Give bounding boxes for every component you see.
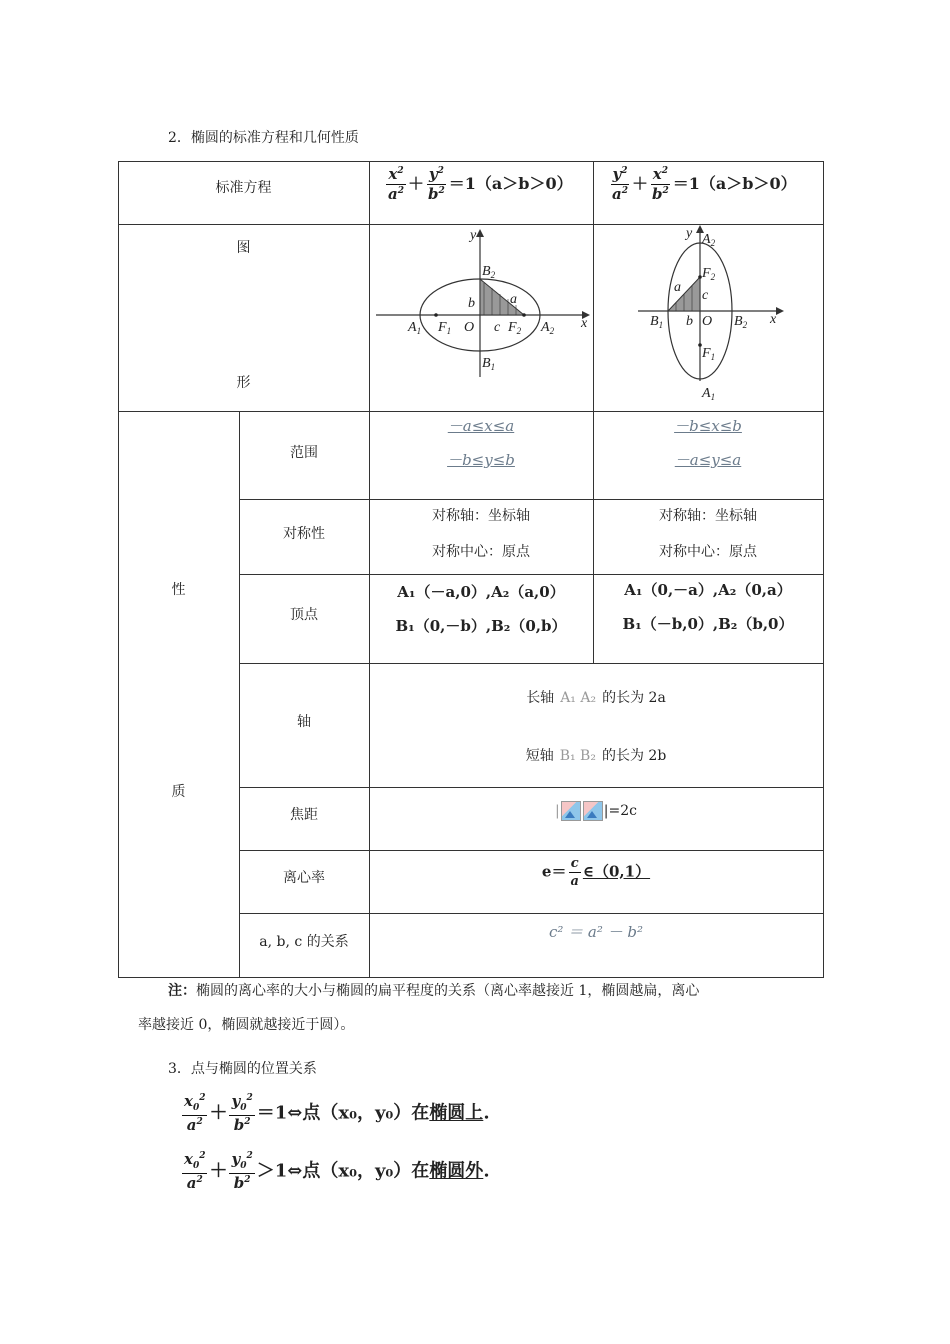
properties-label-bottom: 质 xyxy=(171,784,186,800)
note-paragraph: 注：椭圆的离心率的大小与椭圆的扁平程度的关系（离心率越接近 1，椭圆越扁，离心 率越接近 0，椭圆就越接近于圆）。 xyxy=(138,983,700,1033)
svg-text:F1: $F_1$ xyxy=(702,346,716,362)
figure-label-bottom: 形 xyxy=(236,375,251,391)
axis-label: 轴 xyxy=(297,714,311,730)
std-eq-vertical: $\frac{y^2}{a^2}$ ＋ $\frac{x^2}{b^2}$ ＝1（a＞b＞0） xyxy=(612,165,797,203)
svg-text:c: c xyxy=(494,320,501,335)
svg-text:A2: $A_2$ xyxy=(702,232,716,248)
section-2-heading: 2．椭圆的标准方程和几何性质 xyxy=(168,130,359,146)
svg-text:A1: $A_1$ xyxy=(408,320,422,336)
svg-text:F1: $F_1$ xyxy=(438,320,452,336)
svg-text:O: O xyxy=(464,320,475,335)
properties-label-top: 性 xyxy=(171,582,186,598)
horizontal-ellipse-figure xyxy=(376,227,590,409)
vertex-col2-line2: B₁（－b,0）,B₂（b,0） xyxy=(622,615,794,633)
missing-image-icon xyxy=(561,801,581,821)
svg-text:b: b xyxy=(468,296,475,311)
symmetry-center-col2: 对称中心：原点 xyxy=(659,544,757,560)
symmetry-axis-col2: 对称轴：坐标轴 xyxy=(659,508,757,524)
vertex-col2-line1: A₁（0,－a）,A₂（0,a） xyxy=(624,581,792,599)
section-3-heading: 3．点与椭圆的位置关系 xyxy=(168,1061,317,1077)
symmetry-axis-col1: 对称轴：坐标轴 xyxy=(432,508,530,524)
x-axis-label: x xyxy=(581,316,588,331)
point-outside-ellipse-formula: $\frac{x_0^2}{a^2}$ ＋ $\frac{y_0^2}{b^2}$ ＞1⇔点（x₀，y₀）在椭圆外. xyxy=(184,1150,490,1192)
range-label: 范围 xyxy=(290,445,318,461)
svg-text:A1: $A_1$ xyxy=(702,386,716,402)
relation-value: c² ＝ a² － b² xyxy=(548,923,644,941)
svg-text:y: y xyxy=(686,226,693,241)
vertex-col1-line2: B₁（0,－b）,B₂（0,b） xyxy=(395,617,567,635)
focal-value: | |=2c xyxy=(555,803,637,819)
long-axis-text: 长轴 A₁ A₂ 的长为 2a xyxy=(526,690,666,706)
svg-text:x: x xyxy=(770,312,777,327)
focal-label: 焦距 xyxy=(290,807,318,823)
missing-image-icon xyxy=(583,801,603,821)
relation-label: a, b, c 的关系 xyxy=(259,934,349,950)
short-axis-text: 短轴 B₁ B₂ 的长为 2b xyxy=(525,748,667,764)
symmetry-label: 对称性 xyxy=(283,526,325,542)
vertex-col1-line1: A₁（－a,0）,A₂（a,0） xyxy=(397,583,565,601)
range-col2-line2: －a≤y≤a xyxy=(674,451,742,469)
std-eq-label: 标准方程 xyxy=(215,180,272,196)
svg-text:F2: $F_2$ xyxy=(508,320,522,336)
svg-text:A2: $A_2$ xyxy=(541,320,555,336)
eccentricity-formula: e＝ $\frac{c}{a}$ ∈（0,1） xyxy=(541,856,651,889)
svg-text:a: a xyxy=(510,292,517,307)
svg-text:B1: $B_1$ xyxy=(482,356,496,372)
eccentricity-label: 离心率 xyxy=(283,870,325,886)
svg-text:B2: $B_2$ xyxy=(734,314,748,330)
svg-text:F2: $F_2$ xyxy=(702,266,716,282)
y-axis-label: y xyxy=(470,228,477,243)
vertex-label: 顶点 xyxy=(290,607,318,623)
svg-text:O: O xyxy=(702,314,713,329)
svg-text:c: c xyxy=(702,288,709,303)
svg-text:a: a xyxy=(674,280,681,295)
point-on-ellipse-formula: $\frac{x_0^2}{a^2}$ ＋ $\frac{y_0^2}{b^2}$ ＝1⇔点（x₀，y₀）在椭圆上. xyxy=(184,1092,490,1134)
figure-label-top: 图 xyxy=(236,240,251,256)
range-col1-line1: －a≤x≤a xyxy=(447,417,515,435)
std-eq-horizontal: $\frac{x^2}{a^2}$ ＋ $\frac{y^2}{b^2}$ ＝1（a＞b＞0） xyxy=(388,165,573,203)
svg-text:b: b xyxy=(686,314,693,329)
vertical-ellipse-figure xyxy=(634,225,784,411)
range-col1-line2: －b≤y≤b xyxy=(447,451,515,469)
svg-text:B2: $B_2$ xyxy=(482,264,496,280)
symmetry-center-col1: 对称中心：原点 xyxy=(432,544,530,560)
svg-text:B1: $B_1$ xyxy=(650,314,664,330)
ellipse-properties-table xyxy=(118,161,824,978)
range-col2-line1: －b≤x≤b xyxy=(674,417,742,435)
